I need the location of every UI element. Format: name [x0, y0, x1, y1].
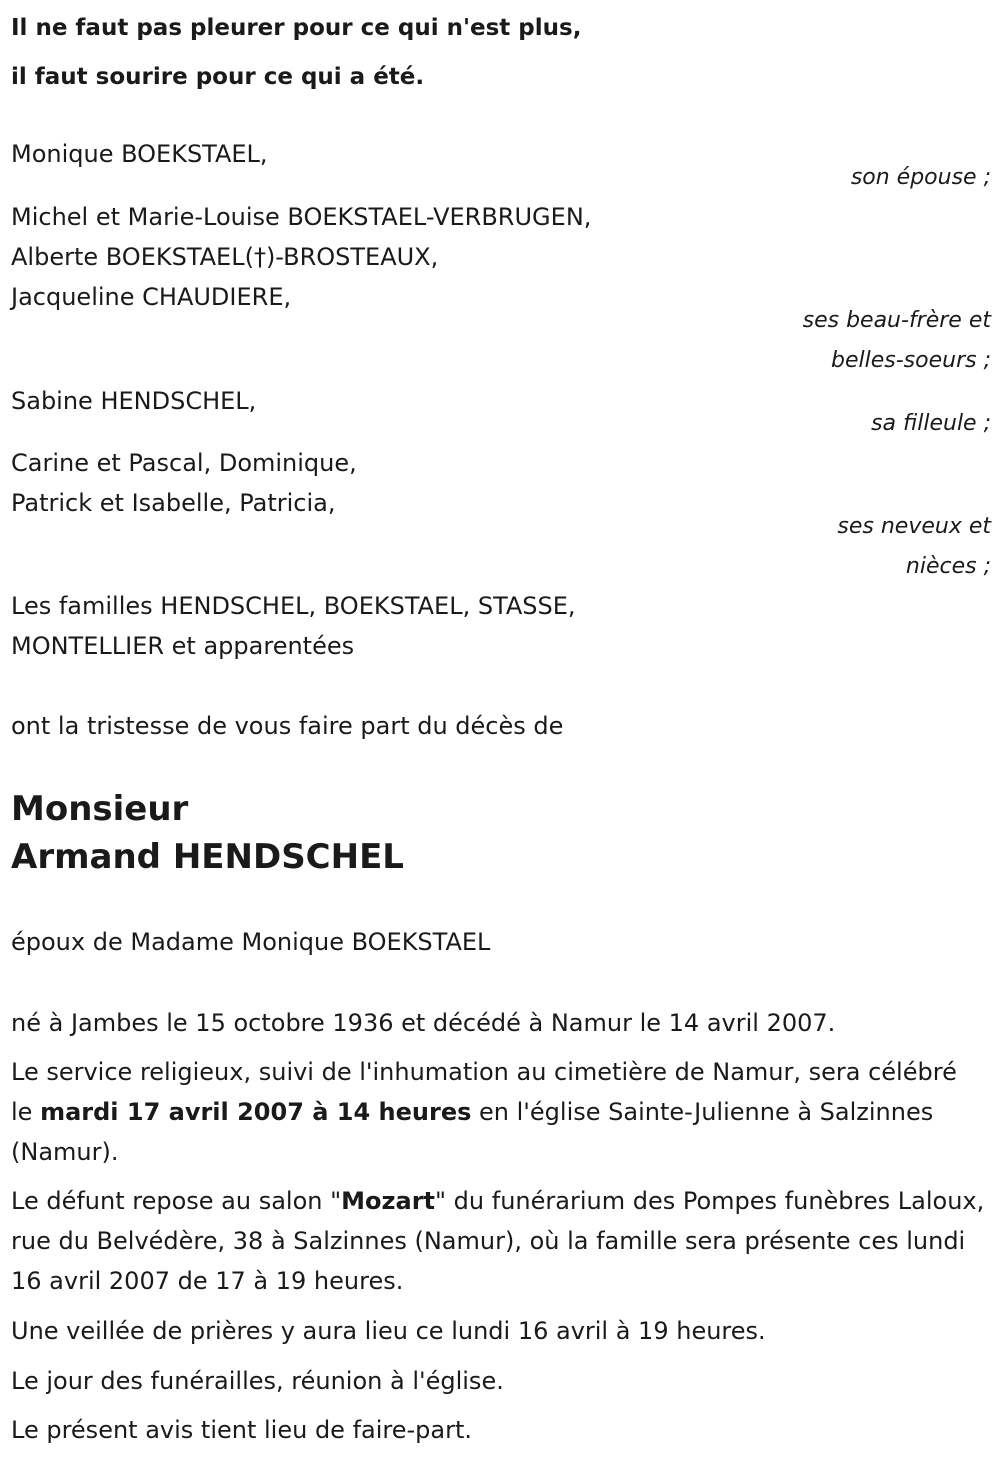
salon-paragraph	[11, 1181, 991, 1301]
nephews-names	[11, 443, 357, 523]
birth-death: né à Jambes le 15 octobre 1936 et décédé à Namur le 14 avril 2007.	[11, 1009, 836, 1037]
salon-text: " du funérarium des Pompes funèbres Laloux, rue du Belvédère, 38 à Salzinnes (Namur), où la famille sera présente ces lundi 16 avril 2007 de 17 à 19 heures.	[11, 1187, 985, 1295]
service-text: Le service religieux, suivi de l'inhumation au cimetière de Namur, sera célébré le	[11, 1058, 957, 1126]
family-name-line: Jacqueline CHAUDIERE,	[11, 283, 292, 311]
family-name-line: Les familles HENDSCHEL, BOEKSTAEL, STASSE,	[11, 592, 576, 620]
epigraph-line-2: il faut sourire pour ce qui a été.	[11, 64, 425, 90]
families-names	[11, 586, 576, 666]
relation-line: ses beau-frère et	[802, 308, 991, 333]
spouse-of: époux de Madame Monique BOEKSTAEL	[11, 928, 491, 956]
notice: Le présent avis tient lieu de faire-part.	[11, 1416, 473, 1444]
family-name-line: MONTELLIER et apparentées	[11, 632, 355, 660]
relation-line: sa filleule ;	[871, 411, 991, 436]
in-laws-relation	[591, 301, 991, 381]
family-name-line: Michel et Marie-Louise BOEKSTAEL-VERBRUGEN,	[11, 203, 592, 231]
deceased-name: Armand HENDSCHEL	[11, 837, 404, 877]
nephews-relation	[591, 507, 991, 587]
family-name-line: Sabine HENDSCHEL,	[11, 387, 257, 415]
service-text: en l'église Sainte-Julienne à Salzinnes (Namur).	[11, 1098, 934, 1166]
in-laws-names	[11, 197, 591, 317]
goddaughter-relation	[591, 404, 991, 444]
salon-name: Mozart	[341, 1187, 436, 1215]
epigraph-line-1: Il ne faut pas pleurer pour ce qui n'est plus,	[11, 15, 582, 41]
spouse-relation	[591, 158, 991, 198]
relation-line: ses neveux et	[837, 514, 991, 539]
announcement: ont la tristesse de vous faire part du décès de	[11, 712, 564, 740]
salon-text: Le défunt repose au salon "	[11, 1187, 342, 1215]
relation-line: belles-soeurs ;	[831, 348, 991, 373]
vigil: Une veillée de prières y aura lieu ce lundi 16 avril à 19 heures.	[11, 1317, 766, 1345]
relation-line: nièces ;	[905, 554, 991, 579]
goddaughter-names	[11, 381, 256, 421]
family-name-line: Carine et Pascal, Dominique,	[11, 449, 357, 477]
meeting: Le jour des funérailles, réunion à l'église.	[11, 1367, 504, 1395]
service-datetime: mardi 17 avril 2007 à 14 heures	[40, 1098, 472, 1126]
relation-line: son épouse ;	[850, 165, 991, 190]
service-paragraph	[11, 1052, 961, 1172]
spouse-names	[11, 134, 268, 174]
epigraph	[11, 4, 581, 102]
family-name-line: Monique BOEKSTAEL,	[11, 140, 268, 168]
family-name-line: Patrick et Isabelle, Patricia,	[11, 489, 336, 517]
deceased-title: Monsieur	[11, 789, 189, 829]
family-name-line: Alberte BOEKSTAEL(†)-BROSTEAUX,	[11, 243, 439, 271]
